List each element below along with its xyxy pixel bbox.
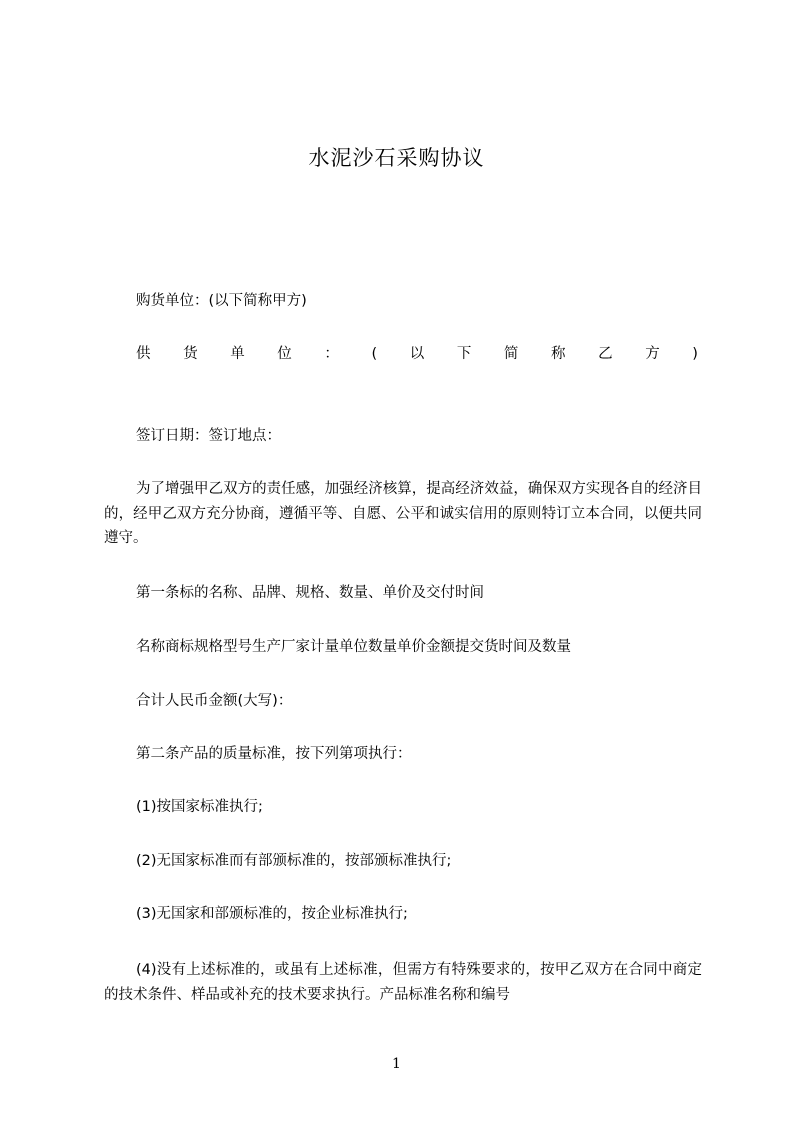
page-number: 1 — [392, 1056, 401, 1072]
supplier-char: 简 — [503, 346, 519, 362]
quality-item-3: (3)无国家和部颁标准的，按企业标准执行; — [136, 906, 408, 922]
table-header-line: 名称商标规格型号生产厂家计量单位数量单价金额提交货时间及数量 — [136, 639, 571, 655]
supplier-char: ) — [692, 346, 698, 362]
buyer-line: 购货单位：(以下简称甲方) — [136, 293, 307, 309]
quality-item-2: (2)无国家标准而有部颁标准的，按部颁标准执行; — [136, 853, 452, 869]
document-title: 水泥沙石采购协议 — [308, 146, 485, 170]
supplier-char: 以 — [409, 346, 425, 362]
intro-paragraph: 为了增强甲乙双方的责任感，加强经济核算，提高经济效益，确保双方实现各自的经济目的，经甲乙双方充分协商，遵循平等、自愿、公平和诚实信用的原则特订立本合同，以便共同遵守。 — [104, 481, 702, 546]
article-2-heading: 第二条产品的质量标准，按下列第项执行： — [136, 746, 412, 762]
sign-date-place: 签订日期：签订地点： — [136, 428, 281, 444]
supplier-char: ： — [324, 346, 339, 362]
quality-item-1: (1)按国家标准执行; — [136, 799, 263, 815]
supplier-char: 乙 — [598, 346, 613, 362]
supplier-char: ( — [371, 346, 378, 362]
supplier-char: 货 — [183, 346, 198, 362]
quality-item-4: (4)没有上述标准的，或虽有上述标准，但需方有特殊要求的，按甲乙双方在合同中商定的技术条件、样品或补充的技术要求执行。产品标准名称和编号 — [104, 962, 702, 1003]
supplier-char: 称 — [551, 346, 566, 362]
supplier-char: 位 — [277, 346, 292, 362]
supplier-char: 方 — [645, 346, 660, 362]
supplier-char: 供 — [136, 346, 151, 362]
supplier-line — [136, 344, 698, 364]
supplier-char: 单 — [230, 346, 245, 362]
total-amount-line: 合计人民币金额(大写)： — [136, 693, 293, 709]
article-1-heading: 第一条标的名称、品牌、规格、数量、单价及交付时间 — [136, 585, 484, 601]
supplier-char: 下 — [456, 346, 472, 362]
